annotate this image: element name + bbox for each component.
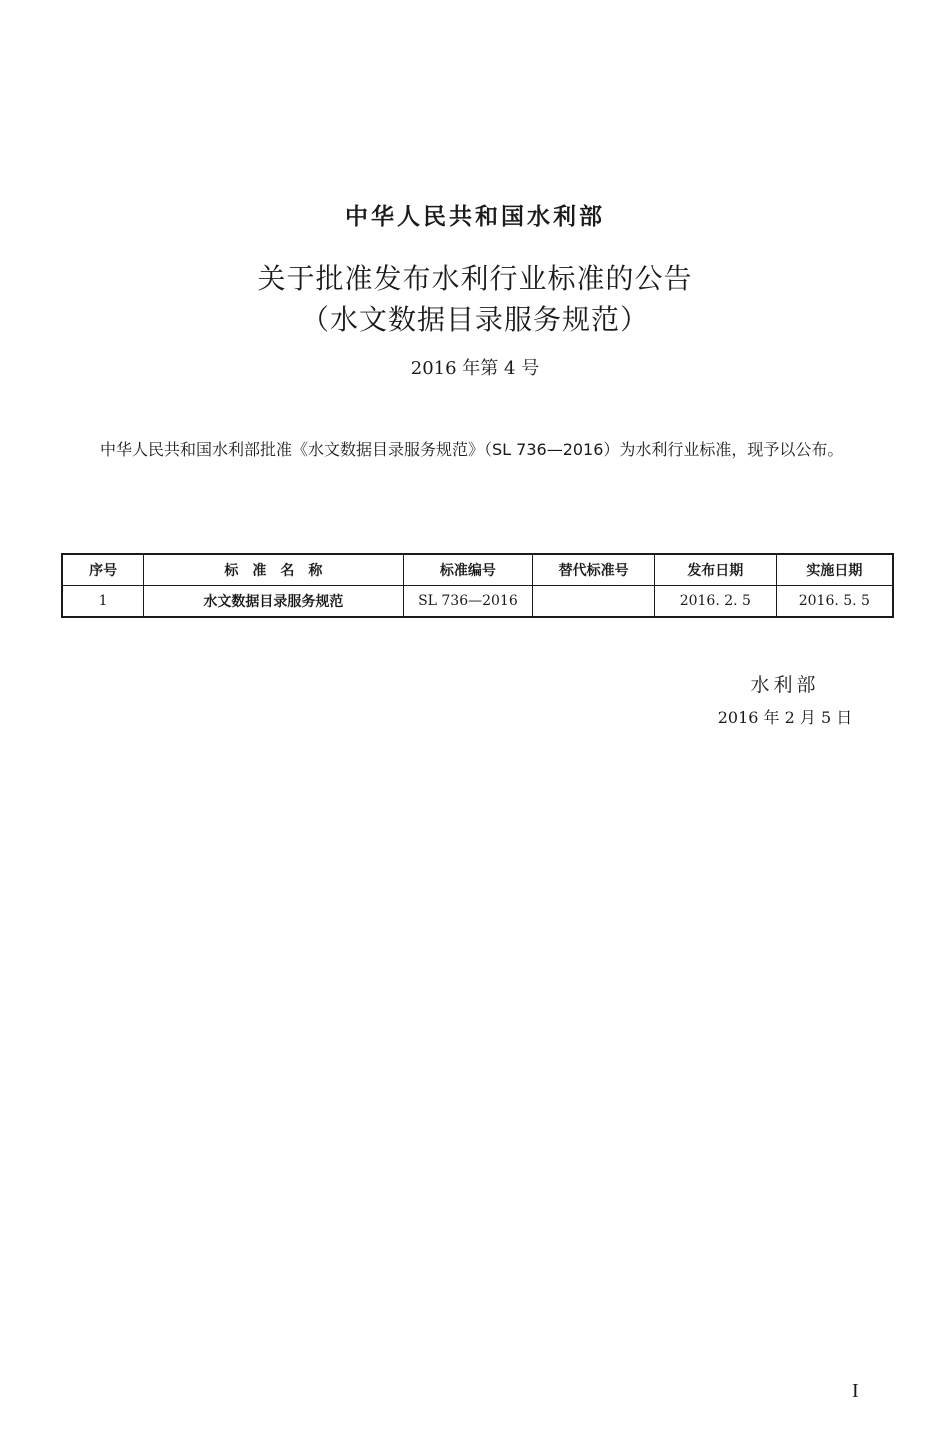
header-effective-date: 实施日期 [776,554,893,586]
signing-date: 2016 年 2 月 5 日 [717,708,853,727]
table-row [62,586,893,618]
header-serial: 序号 [62,554,144,586]
cell-effective-date: 2016. 5. 5 [776,586,893,618]
header-standard-number: 标准编号 [403,554,533,586]
announcement-body: 中华人民共和国水利部批准《水文数据目录服务规范》（SL 736—2016）为水利行业标准，现予以公布。 [100,440,844,459]
header-replaced-standard: 替代标准号 [533,554,655,586]
announcement-subtitle: （水文数据目录服务规范） [300,303,649,336]
header-standard-name: 标 准 名 称 [144,554,403,586]
cell-standard-name: 水文数据目录服务规范 [144,586,403,618]
cell-standard-number: SL 736—2016 [403,586,533,618]
table-header-row [62,554,893,586]
cell-release-date: 2016. 2. 5 [654,586,776,618]
issuer-name: 中华人民共和国水利部 [345,204,605,230]
signer: 水利部 [750,674,820,696]
page-number: I [852,1380,859,1402]
cell-replaced-standard [533,586,655,618]
document-number: 2016 年第 4 号 [410,358,540,379]
announcement-title: 关于批准发布水利行业标准的公告 [257,262,693,295]
standards-table [61,553,894,618]
cell-serial: 1 [62,586,144,618]
header-release-date: 发布日期 [654,554,776,586]
